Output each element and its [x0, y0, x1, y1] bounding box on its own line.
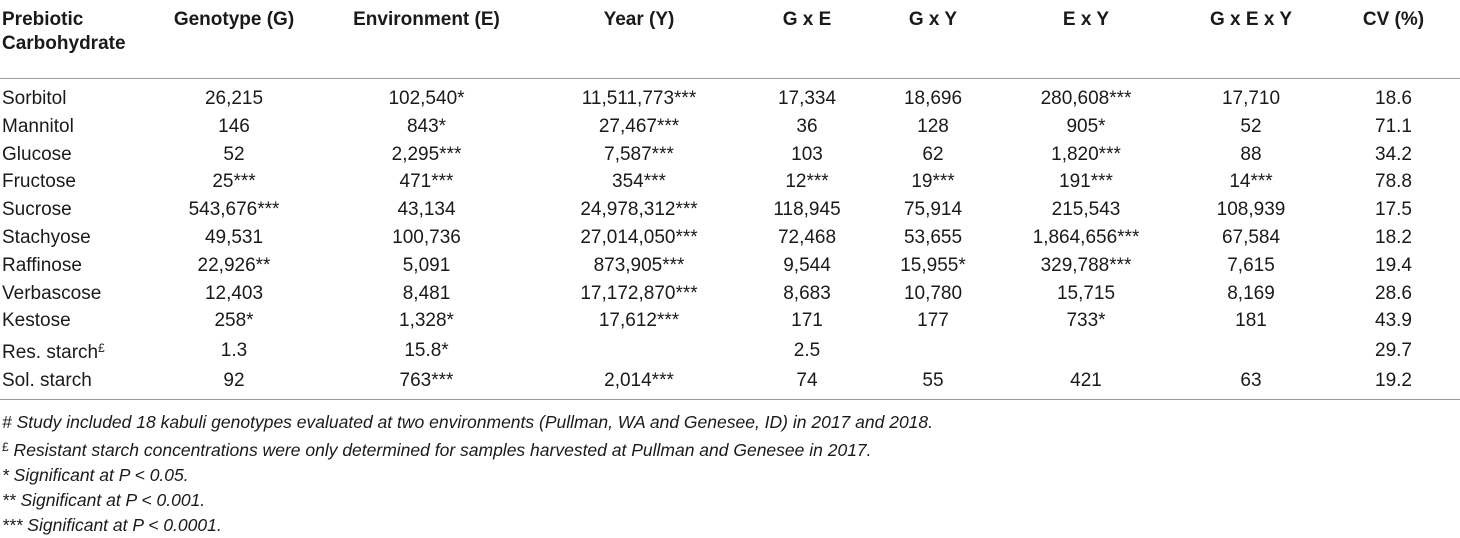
table-row [0, 367, 1460, 399]
table-cell: 15,715 [1056, 282, 1116, 304]
table-cell: 843* [406, 115, 447, 137]
footnote-text: Resistant starch concentrations were only determined for samples harvested at Pullman and Genesee in 2017. [8, 440, 872, 460]
table-cell [1175, 335, 1327, 367]
table-cell: 280,608*** [1040, 88, 1132, 109]
table-row [0, 252, 1460, 280]
row-label [0, 79, 148, 113]
row-label [0, 280, 148, 308]
table-cell: 29.7 [1375, 340, 1412, 362]
table-row [0, 307, 1460, 335]
row-label-text: Mannitol [2, 115, 74, 137]
row-label-text: Sucrose [2, 199, 72, 221]
table-cell: 7,587*** [604, 143, 674, 165]
table-cell: 191*** [1059, 171, 1113, 193]
table-cell: 177 [917, 310, 949, 332]
table-cell: 63 [1175, 367, 1327, 399]
table-cell: 17,710 [1221, 88, 1281, 109]
table-cell: 88 [1240, 143, 1262, 165]
table-cell: 92 [148, 367, 320, 399]
table-cell: 12*** [785, 171, 829, 193]
table-cell: 24,978,312*** [580, 199, 698, 221]
table-cell: 354*** [612, 171, 666, 193]
row-label [0, 113, 148, 141]
header-line-1: Prebiotic [2, 9, 84, 30]
row-label [0, 168, 148, 196]
table-cell: 52 [1240, 115, 1262, 137]
table-cell: 53,655 [903, 226, 963, 248]
table-cell: 215,543 [1051, 199, 1121, 221]
table-cell: 55 [869, 367, 997, 399]
table-row [0, 335, 1460, 367]
table-cell: 15.8* [404, 340, 449, 362]
table-cell: 1.3 [220, 340, 248, 362]
header-g-x-e: G x E [745, 8, 869, 79]
table-cell: 873,905*** [593, 254, 685, 276]
table-cell: 25*** [212, 171, 256, 193]
row-label [0, 307, 148, 335]
table-cell: 258* [214, 310, 254, 332]
table-cell: 49,531 [204, 226, 264, 248]
table-cell: 43,134 [397, 199, 456, 221]
footnote-text: # Study included 18 kabuli genotypes evaluated at two environments (Pullman, WA and Genesee, ID) in 2017 and 2018. [2, 412, 934, 432]
header-row [0, 8, 1460, 79]
table-cell: 19.2 [1327, 367, 1460, 399]
anova-table [0, 8, 1460, 400]
table-cell: 8,683 [783, 282, 831, 304]
table-cell [997, 335, 1175, 367]
row-label-text: Verbascose [2, 282, 102, 304]
table-cell: 128 [917, 115, 949, 137]
row-label-text: Fructose [2, 171, 76, 193]
table-cell: 108,939 [1216, 199, 1286, 221]
row-label-text: Kestose [2, 310, 71, 332]
table-cell: 1,820*** [1051, 143, 1121, 165]
table-cell: 146 [218, 115, 250, 137]
table-cell: 2,295*** [391, 143, 462, 165]
row-label-text: Sorbitol [2, 88, 67, 109]
table-cell: 329,788*** [1040, 254, 1132, 276]
table-cell: 8,169 [1227, 282, 1275, 304]
table-cell: 2.5 [793, 340, 821, 362]
table-cell: 27,014,050*** [580, 226, 698, 248]
table-cell: 1,328* [399, 310, 454, 332]
footnote-line [2, 435, 933, 463]
header-year: Year (Y) [533, 8, 745, 79]
table-cell: 181 [1235, 310, 1267, 332]
table-cell: 17.5 [1375, 199, 1412, 221]
table-row [0, 224, 1460, 252]
header-prebiotic-carbohydrate [0, 8, 148, 79]
table-cell: 8,481 [402, 282, 451, 304]
footnote-symbol: £ [2, 440, 9, 454]
footnotes [2, 410, 933, 538]
table-cell: 118,945 [773, 199, 841, 221]
table-cell: 62 [922, 143, 944, 165]
table-row [0, 113, 1460, 141]
table-cell: 763*** [320, 367, 533, 399]
table-cell: 19.4 [1375, 254, 1412, 276]
table-cell: 11,511,773*** [581, 88, 697, 109]
header-line-2: Carbohydrate [2, 33, 126, 54]
table-cell: 543,676*** [188, 199, 280, 221]
table-cell: 17,612*** [598, 310, 680, 332]
row-label-text: Res. starch [2, 342, 99, 364]
header-cv: CV (%) [1327, 8, 1460, 79]
table-cell: 18,696 [903, 88, 963, 109]
header-e-x-y: E x Y [997, 8, 1175, 79]
table-cell: 102,540* [388, 88, 465, 109]
table-cell: 9,544 [783, 254, 831, 276]
table-cell: 67,584 [1221, 226, 1281, 248]
footnote-line [2, 513, 933, 538]
footnote-line [2, 488, 933, 513]
row-label [0, 196, 148, 224]
table-cell: 27,467*** [598, 115, 680, 137]
table-cell: 171 [791, 310, 823, 332]
row-label-text: Raffinose [2, 254, 82, 276]
table-cell: 100,736 [392, 226, 461, 248]
table-cell: 471*** [399, 171, 454, 193]
row-label [0, 141, 148, 169]
table-cell [869, 335, 997, 367]
row-label-text: Stachyose [2, 226, 91, 248]
footnote-text: * Significant at P < 0.05. [2, 465, 189, 485]
footnote-line [2, 410, 933, 435]
row-label [0, 367, 148, 399]
table-cell: 103 [791, 143, 823, 165]
header-environment: Environment (E) [320, 8, 533, 79]
table-cell: 421 [997, 367, 1175, 399]
table-cell: 26,215 [204, 88, 264, 109]
table-body [0, 79, 1460, 400]
table-cell [533, 335, 745, 367]
table-cell: 34.2 [1375, 143, 1412, 165]
footnote-line [2, 463, 933, 488]
header-g-x-e-x-y: G x E x Y [1175, 8, 1327, 79]
table-cell: 18.6 [1375, 88, 1412, 109]
table-cell: 72,468 [777, 226, 837, 248]
table-cell: 14*** [1229, 171, 1273, 193]
table-cell: 75,914 [903, 199, 963, 221]
table-cell: 15,955* [900, 254, 966, 276]
row-label [0, 335, 148, 367]
table-cell: 1,864,656*** [1032, 226, 1140, 248]
footnote-text: ** Significant at P < 0.001. [2, 490, 206, 510]
row-label-text: Glucose [2, 143, 72, 165]
table-row [0, 280, 1460, 308]
table-cell: 18.2 [1375, 226, 1412, 248]
table-cell: 19*** [911, 171, 955, 193]
table-cell: 905* [1066, 115, 1106, 137]
table-cell: 36 [796, 115, 818, 137]
table-row [0, 168, 1460, 196]
table-cell: 43.9 [1375, 310, 1412, 332]
row-label-text: Sol. starch [2, 369, 92, 391]
table-cell: 17,334 [777, 88, 837, 109]
table-cell: 12,403 [204, 282, 264, 304]
table-cell: 7,615 [1227, 254, 1275, 276]
table-cell: 17,172,870*** [580, 282, 698, 304]
header-g-x-y: G x Y [869, 8, 997, 79]
table-cell: 78.8 [1375, 171, 1412, 193]
table-cell: 71.1 [1375, 115, 1412, 137]
table-cell: 28.6 [1375, 282, 1412, 304]
footnote-text: *** Significant at P < 0.0001. [2, 515, 222, 535]
row-label [0, 224, 148, 252]
header-genotype: Genotype (G) [148, 8, 320, 79]
row-label [0, 252, 148, 280]
table-cell: 52 [223, 143, 245, 165]
table-row [0, 79, 1460, 113]
table-cell: 733* [1066, 310, 1106, 332]
table-cell: 22,926** [197, 254, 271, 276]
table-cell: 74 [745, 367, 869, 399]
table-row [0, 196, 1460, 224]
table-cell: 10,780 [903, 282, 963, 304]
table-cell: 2,014*** [533, 367, 745, 399]
footnote-marker: £ [98, 341, 105, 356]
table-row [0, 141, 1460, 169]
table-cell: 5,091 [402, 254, 451, 276]
